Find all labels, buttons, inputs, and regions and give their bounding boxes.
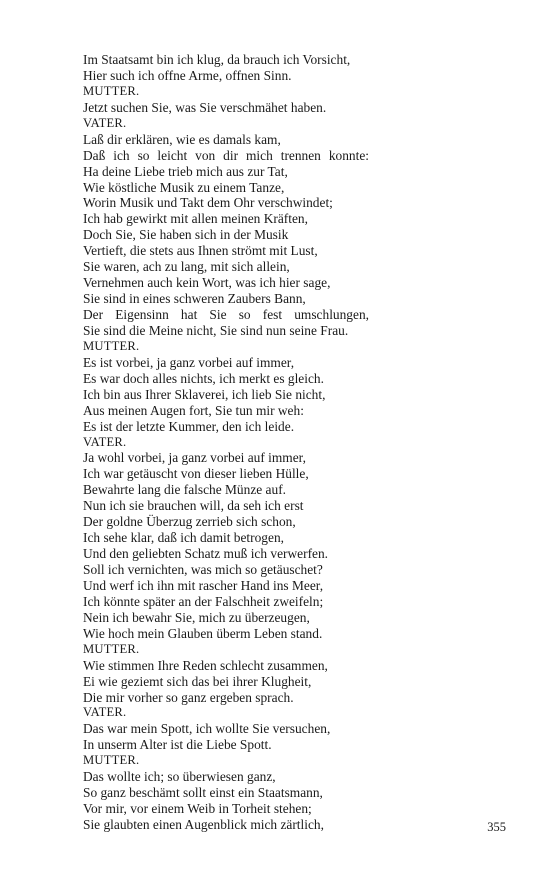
verse-line: Vernehmen auch kein Wort, was ich hier sage, bbox=[83, 275, 331, 291]
verse-line: Worin Musik und Takt dem Ohr verschwindet; bbox=[83, 195, 333, 211]
speaker-name: MUTTER. bbox=[83, 641, 140, 656]
verse-line: Es ist vorbei, ja ganz vorbei auf immer, bbox=[83, 354, 295, 370]
verse-line: Sie glaubten einen Augenblick mich zärtlich, bbox=[83, 817, 324, 832]
verse-line: So ganz beschämt sollt einst ein Staatsmann, bbox=[83, 785, 323, 801]
verse-text bbox=[83, 52, 503, 833]
verse-line: Doch Sie, Sie haben sich in der Musik bbox=[83, 227, 289, 243]
verse-line: Ja wohl vorbei, ja ganz vorbei auf immer, bbox=[83, 450, 306, 466]
verse-line: Daß ich so leicht von dir mich trennen konnte: bbox=[83, 147, 369, 163]
verse-line: Soll ich vernichten, was mich so getäuschet? bbox=[83, 562, 323, 577]
verse-line: Aus meinen Augen fort, Sie tun mir weh: bbox=[83, 402, 304, 418]
verse-line: Jetzt suchen Sie, was Sie verschmähet haben. bbox=[83, 99, 327, 115]
verse-line: Das wollte ich; so überwiesen ganz, bbox=[83, 769, 276, 785]
verse-line: Nun ich sie brauchen will, da seh ich erst bbox=[83, 498, 304, 514]
verse-line: Es war doch alles nichts, ich merkt es gleich. bbox=[83, 370, 324, 386]
verse-line: In unserm Alter ist die Liebe Spott. bbox=[83, 737, 272, 753]
verse-line: Der goldne Überzug zerrieb sich schon, bbox=[83, 514, 296, 530]
speaker-name: MUTTER. bbox=[83, 83, 140, 98]
verse-line: Sie sind in eines schweren Zaubers Bann, bbox=[83, 291, 306, 307]
verse-line: Ei wie geziemt sich das bei ihrer Klugheit, bbox=[83, 673, 312, 689]
verse-line: Ich war getäuscht von dieser lieben Hülle, bbox=[83, 466, 309, 482]
verse-line: Ich könnte später an der Falschheit zweifeln; bbox=[83, 593, 324, 609]
verse-line: Laß dir erklären, wie es damals kam, bbox=[83, 131, 281, 147]
page-number: 355 bbox=[487, 820, 506, 834]
verse-line: Vertieft, die stets aus Ihnen strömt mit Lust, bbox=[83, 243, 318, 259]
speaker-name: MUTTER. bbox=[83, 338, 140, 353]
verse-line: Und den geliebten Schatz muß ich verwerfen. bbox=[83, 546, 329, 562]
verse-line: Es ist der letzte Kummer, den ich leide. bbox=[83, 418, 295, 434]
verse-line: Die mir vorher so ganz ergeben sprach. bbox=[83, 689, 294, 705]
verse-line: Ich hab gewirkt mit allen meinen Kräften, bbox=[83, 211, 308, 227]
verse-line: Wie hoch mein Glauben überm Leben stand. bbox=[83, 625, 323, 641]
verse-line: Hier such ich offne Arme, offnen Sinn. bbox=[83, 67, 292, 83]
verse-line: Ha deine Liebe trieb mich aus zur Tat, bbox=[83, 163, 288, 179]
verse-line: Sie sind die Meine nicht, Sie sind nun seine Frau. bbox=[83, 322, 349, 338]
verse-line: Wie stimmen Ihre Reden schlecht zusammen, bbox=[83, 657, 328, 673]
speaker-name: VATER. bbox=[83, 115, 127, 130]
verse-line: Nein ich bewahr Sie, mich zu überzeugen, bbox=[83, 609, 310, 625]
verse-line: Und werf ich ihn mit rascher Hand ins Meer, bbox=[83, 577, 324, 593]
verse-line: Sie waren, ach zu lang, mit sich allein, bbox=[83, 259, 290, 275]
verse-line: Vor mir, vor einem Weib in Torheit stehen; bbox=[83, 801, 312, 817]
verse-line: Der Eigensinn hat Sie so fest umschlungen, bbox=[83, 307, 369, 322]
verse-line: Im Staatsamt bin ich klug, da brauch ich Vorsicht, bbox=[83, 52, 351, 67]
verse-line: Bewahrte lang die falsche Münze auf. bbox=[83, 482, 287, 498]
speaker-name: VATER. bbox=[83, 705, 127, 720]
speaker-name: MUTTER. bbox=[83, 753, 140, 768]
verse-line: Ich bin aus Ihrer Sklaverei, ich lieb Sie nicht, bbox=[83, 386, 326, 402]
speaker-name: VATER. bbox=[83, 434, 127, 449]
verse-line: Das war mein Spott, ich wollte Sie versuchen, bbox=[83, 721, 331, 737]
verse-line: Ich sehe klar, daß ich damit betrogen, bbox=[83, 530, 284, 546]
verse-line: Wie köstliche Musik zu einem Tanze, bbox=[83, 179, 285, 195]
